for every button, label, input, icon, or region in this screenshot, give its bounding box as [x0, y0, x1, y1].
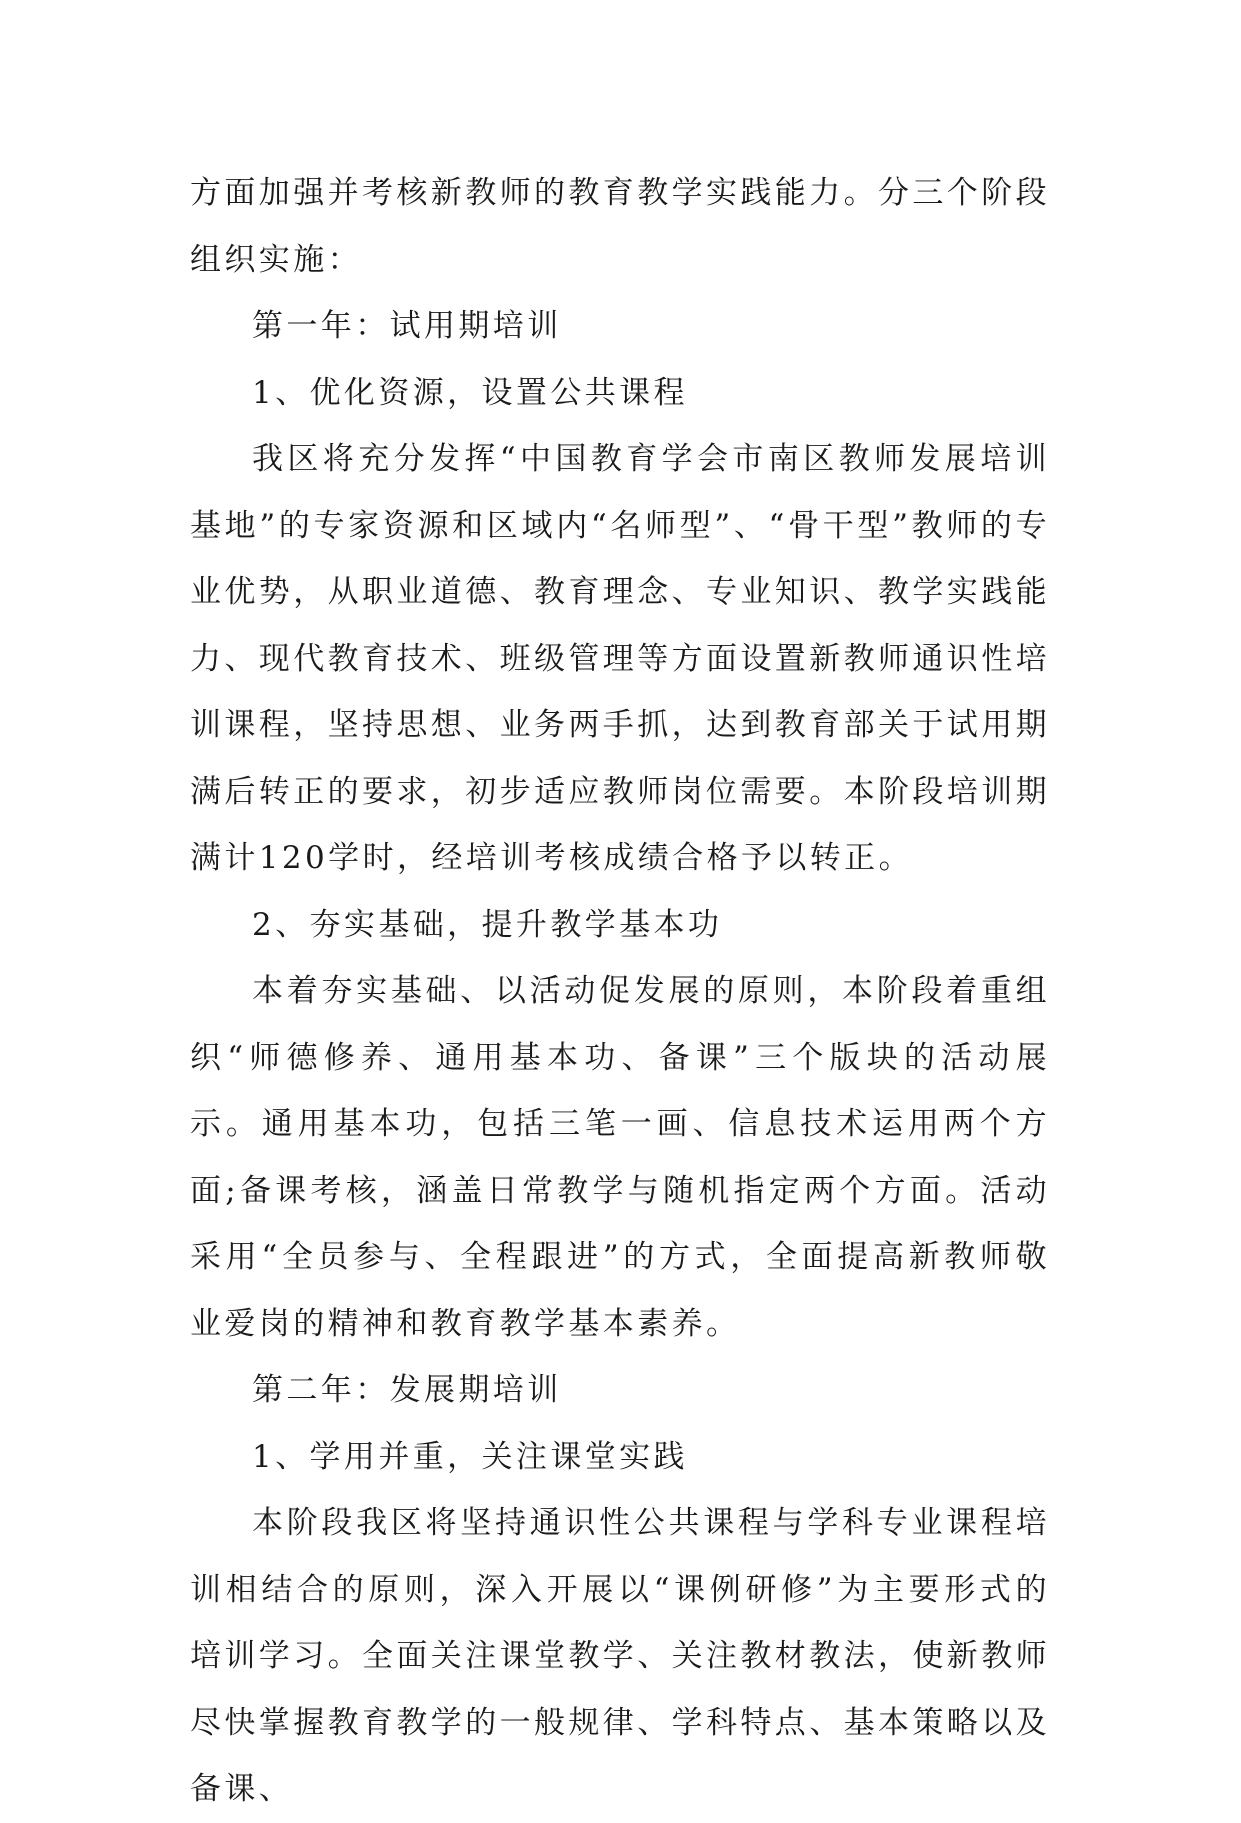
section-heading-year-one: 第一年：试用期培训	[252, 308, 562, 344]
subheading-strengthen-basics: 2、夯实基础，提升教学基本功	[252, 906, 723, 943]
subheading-learning-and-practice: 1、学用并重，关注课堂实践	[252, 1438, 688, 1475]
paragraph-basic-skills: 本着夯实基础、以活动促发展的原则，本阶段着重组织“师德修养、通用基本功、备课”三个版块的活动展示。通用基本功，包括三笔一画、信息技术运用两个方面;备课考核，涵盖日常教学与随机指定两个方面。活动采用“全员参与、全程跟进”的方式，全面提高新教师敬业爱岗的精神和教育教学基本素养。	[190, 973, 1050, 1342]
paragraph-lesson-study: 本阶段我区将坚持通识性公共课程与学科专业课程培训相结合的原则，深入开展以“课例研修”为主要形式的培训学习。全面关注课堂教学、关注教材教法，使新教师尽快掌握教育教学的一般规律、学科特点、基本策略以及备课、	[190, 1505, 1050, 1807]
paragraph-intro-continuation: 方面加强并考核新教师的教育教学实践能力。分三个阶段组织实施：	[190, 175, 1050, 278]
document-body	[190, 160, 1050, 1823]
paragraph-public-courses: 我区将充分发挥“中国教育学会市南区教师发展培训基地”的专家资源和区域内“名师型”、“骨干型”教师的专业优势，从职业道德、教育理念、专业知识、教学实践能力、现代教育技术、班级管理等方面设置新教师通识性培训课程，坚持思想、业务两手抓，达到教育部关于试用期满后转正的要求，初步适应教师岗位需要。本阶段培训期满计120学时，经培训考核成绩合格予以转正。	[190, 441, 1050, 876]
section-heading-year-two: 第二年：发展期培训	[252, 1372, 562, 1408]
subheading-optimize-resources: 1、优化资源，设置公共课程	[252, 374, 688, 411]
